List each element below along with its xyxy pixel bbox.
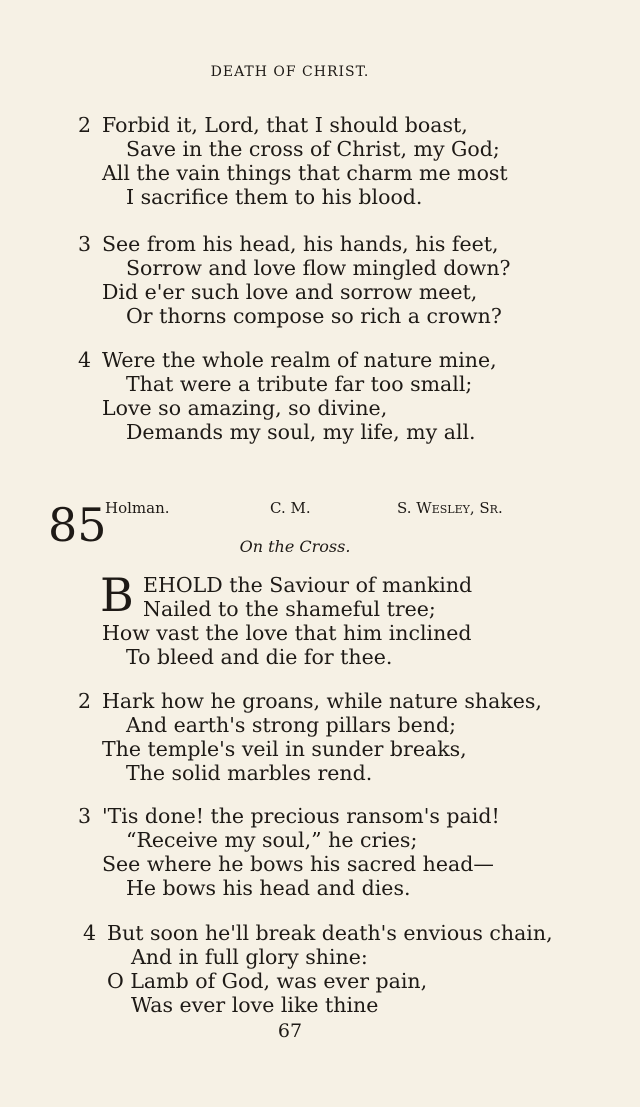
meter: C. M. xyxy=(270,499,311,517)
verse-line: Or thorns compose so rich a crown? xyxy=(126,304,502,328)
verse-line: 2 Forbid it, Lord, that I should boast, xyxy=(78,113,468,137)
drop-cap: B xyxy=(100,568,134,622)
hymn-number: 85 xyxy=(48,498,107,552)
verse-line: How vast the love that him inclined xyxy=(102,621,472,645)
verse-line: O Lamb of God, was ever pain, xyxy=(107,969,428,993)
verse-line: All the vain things that charm me most xyxy=(102,161,508,185)
stanza-number: 2 xyxy=(78,689,92,713)
stanza-84-3 xyxy=(78,232,511,328)
verse-line: 4 Were the whole realm of nature mine, xyxy=(78,348,497,372)
hymn-subtitle: On the Cross. xyxy=(239,537,351,556)
running-head: DEATH OF CHRIST. xyxy=(210,64,370,80)
verse-line: Sorrow and love flow mingled down? xyxy=(126,256,511,280)
stanza-85-4 xyxy=(83,921,553,1017)
verse-line: Save in the cross of Christ, my God; xyxy=(126,137,500,161)
verse-line: Demands my soul, my life, my all. xyxy=(126,420,476,444)
verse-line: 4 But soon he'll break death's envious chain, xyxy=(83,921,553,945)
verse-line: To bleed and die for thee. xyxy=(126,645,393,669)
verse-line: See where he bows his sacred head— xyxy=(102,852,494,876)
verse-line: That were a tribute far too small; xyxy=(126,372,473,396)
verse-line: 2 Hark how he groans, while nature shakes, xyxy=(78,689,542,713)
verse-line: And earth's strong pillars bend; xyxy=(126,713,456,737)
stanza-85-1-top xyxy=(143,573,472,621)
stanza-number: 3 xyxy=(78,804,92,828)
verse-line: And in full glory shine: xyxy=(131,945,368,969)
stanza-number: 3 xyxy=(78,232,92,256)
verse-line: The solid marbles rend. xyxy=(126,761,373,785)
verse-line: The temple's veil in sunder breaks, xyxy=(102,737,467,761)
tune-name: Holman. xyxy=(105,499,170,517)
stanza-number: 4 xyxy=(83,921,97,945)
stanza-85-1-bottom xyxy=(102,621,472,669)
verse-line: Was ever love like thine xyxy=(131,993,379,1017)
stanza-number: 4 xyxy=(78,348,92,372)
verse-line: Did e'er such love and sorrow meet, xyxy=(102,280,478,304)
verse-line: “Receive my soul,” he cries; xyxy=(126,828,418,852)
author: S. Wesley, Sr. xyxy=(397,499,503,517)
stanza-85-2 xyxy=(78,689,542,785)
verse-line: I sacrifice them to his blood. xyxy=(126,185,423,209)
verse-line: EHOLD the Saviour of mankind xyxy=(143,573,473,597)
stanza-84-4 xyxy=(78,348,497,444)
verse-line: He bows his head and dies. xyxy=(126,876,411,900)
stanza-84-2 xyxy=(78,113,508,209)
verse-line: 3 'Tis done! the precious ransom's paid! xyxy=(78,804,500,828)
page-number: 67 xyxy=(277,1020,303,1042)
stanza-85-3 xyxy=(78,804,500,900)
verse-line: 3 See from his head, his hands, his feet, xyxy=(78,232,499,256)
stanza-number: 2 xyxy=(78,113,92,137)
verse-line: Nailed to the shameful tree; xyxy=(143,597,436,621)
verse-line: Love so amazing, so divine, xyxy=(102,396,388,420)
